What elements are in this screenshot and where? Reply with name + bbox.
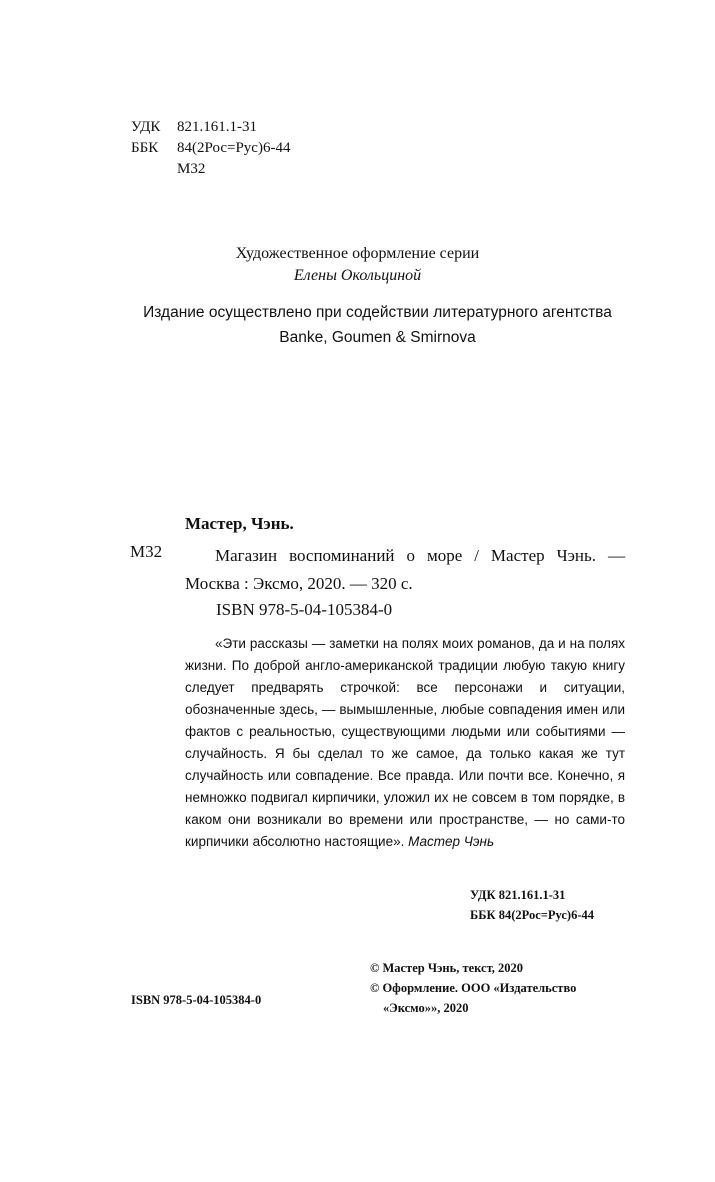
bbk-value: 84(2Рос=Рус)6-44 [177,140,291,156]
annotation-signature: Мастер Чэнь [408,834,495,849]
annotation [185,633,625,853]
udk-value: 821.161.1-31 [177,119,257,135]
copyright-text: © Мастер Чэнь, текст, 2020 [370,961,524,975]
classification-block [131,117,290,180]
author-mark-row [131,159,290,180]
designer-name: Елены Окольциной [293,267,422,284]
udk-label: УДК [131,119,161,135]
card-title: Магазин воспоминаний о море / Мастер Чэнь. — Москва : Эксмо, 2020. — 320 с. [185,546,625,593]
card-isbn: ISBN 978-5-04-105384-0 [216,600,393,619]
design-line: Художественное оформление серии [235,245,480,262]
card-bbk: ББК 84(2Рос=Рус)6-44 [470,908,594,922]
bbk-row [131,138,290,159]
copyright-design: © Оформление. ООО «Издательство [370,981,577,995]
series-design-credit [0,243,715,287]
copyright-block [370,958,635,1018]
bbk-label: ББК [131,140,159,156]
isbn-bottom: ISBN 978-5-04-105384-0 [131,993,262,1007]
card-classification [470,885,594,925]
card-code: М32 [130,542,163,561]
copyright-design-cont: «Эксмо»», 2020 [383,1001,469,1015]
agency-note: Издание осуществлено при содействии литературного агентства Banke, Goumen & Smirnova [143,304,612,346]
udk-row [131,117,290,138]
card-udk: УДК 821.161.1-31 [470,888,566,902]
author-mark: М32 [177,161,206,177]
card-author: Мастер, Чэнь. [185,514,294,533]
annotation-text: «Эти рассказы — заметки на полях моих романов, да и на полях жизни. По доброй англо-американской традиции любую такую книгу следует предварять строчкой: все персонажи и ситуации, обозначенные здесь, — вымышленные, любые совпадения имен или фактов с реальностью, существующими людьми или событиями — случайность. Я бы сделал то же самое, да только какая же тут случайность или совпадение. Все правда. Или почти все. Конечно, я немножко подвигал кирпичики, уложил их не совсем в том порядке, в каком они возникали во времени или пространстве, — но сами-то кирпичики абсолютно настоящие». [185,636,625,849]
